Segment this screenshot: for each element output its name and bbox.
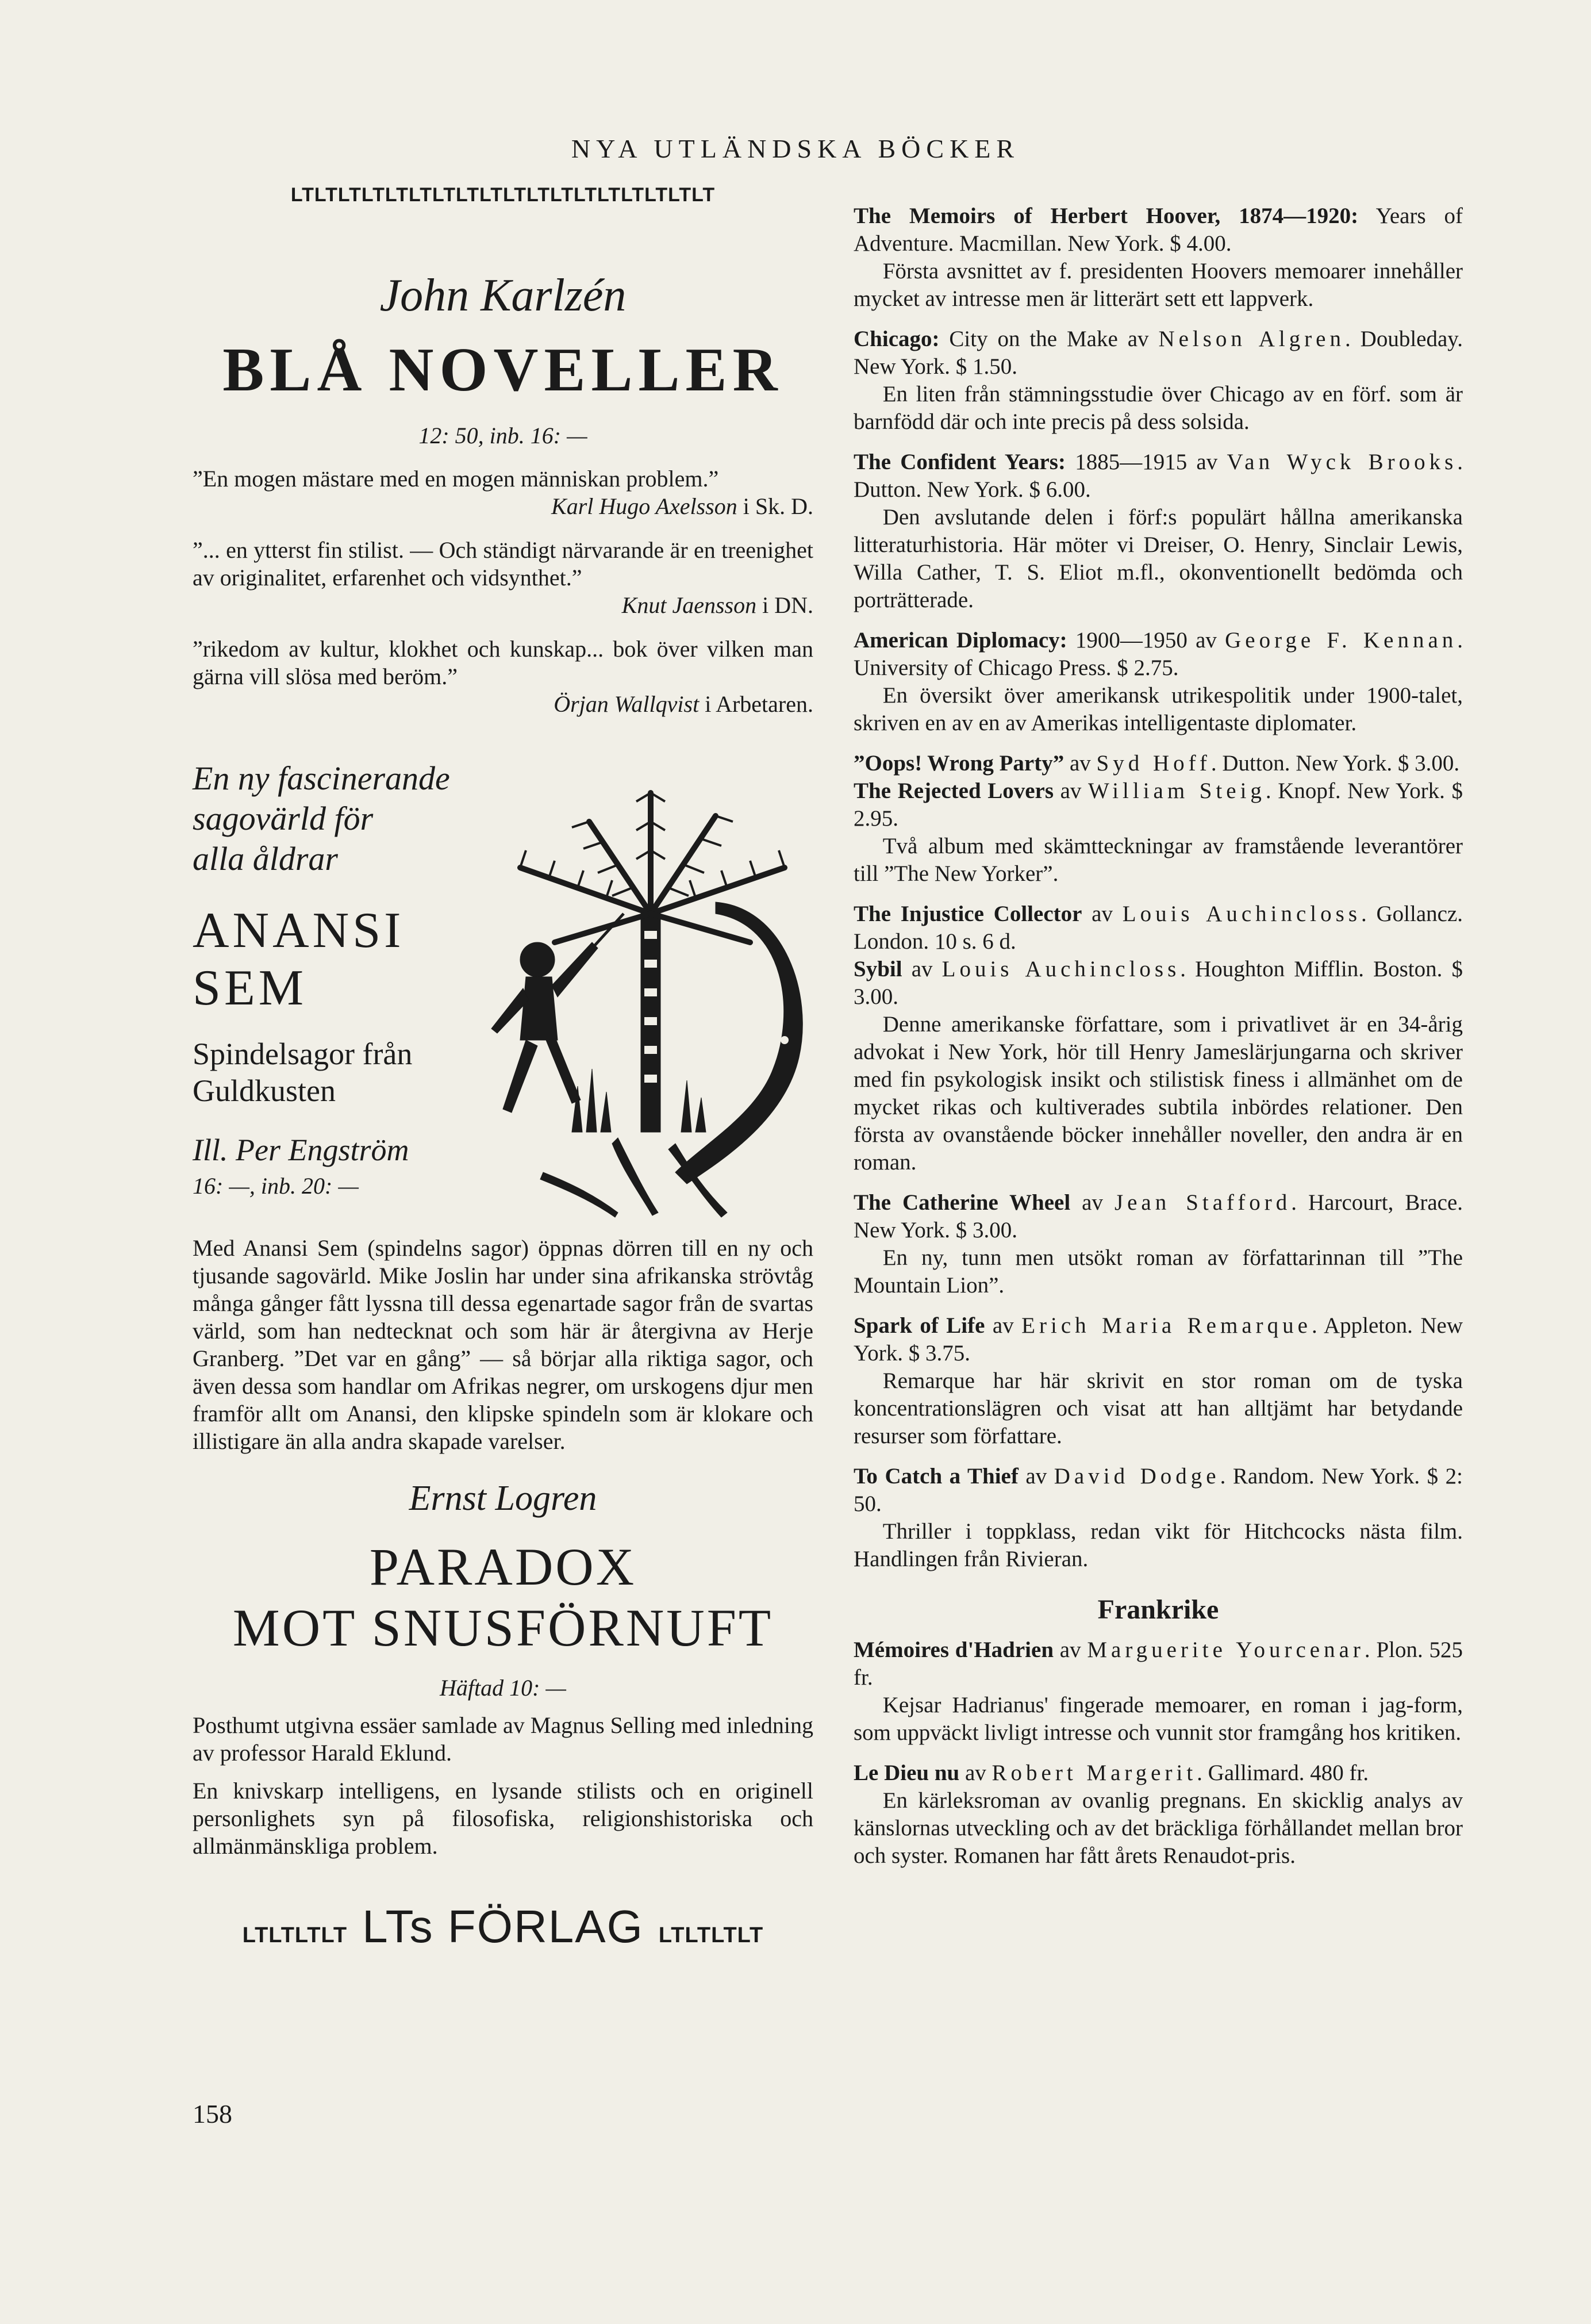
- book-details: 1900—1950 av: [1067, 628, 1225, 653]
- book-citation: [854, 956, 1463, 1011]
- book-details: av: [1054, 1637, 1087, 1662]
- book-details: Years of Adventure. Macmillan. New York. $ 4.00.: [854, 204, 1463, 256]
- quote-source: [193, 493, 813, 520]
- book-title: Le Dieu nu: [854, 1761, 960, 1785]
- ad-paradox: [193, 1478, 813, 1860]
- book-details: av: [902, 957, 942, 981]
- book-details: av: [1018, 1464, 1054, 1489]
- quote-source: [193, 592, 813, 619]
- lt-border-right: LTLTLTLT: [658, 1923, 764, 1947]
- book-entry: [854, 202, 1463, 313]
- book-description: Denne amerikanske författare, som i privatlivet är en 34-årig advokat i New York, hör till Henry Jameslärjungarna och skriver med fin psykologisk insikt och stilistisk finess i allmänhet om de mycket rikas och kultiverades subtila inbördes relationer. Den första av ovanstående böcker innehåller noveller, den andra är en roman.: [854, 1012, 1463, 1175]
- publisher-name: LTs FÖRLAG: [362, 1901, 644, 1952]
- tagline-line: alla åldrar: [193, 840, 338, 877]
- book-description: En kärleksroman av ovanlig pregnans. En skicklig analys av känslornas utveckling och av det bräckliga förhållandet mellan bror och syster. Romanen har fått årets Renaudot-pris.: [854, 1788, 1463, 1868]
- book-description: Första avsnittet av f. presidenten Hoovers memoarer innehåller mycket av intresse men är litterärt sett ett lappverk.: [854, 259, 1463, 311]
- book-publisher: . Gollancz. London. 10 s. 6 d.: [854, 902, 1463, 954]
- book-details: City on the Make av: [939, 327, 1159, 351]
- book-author: Van Wyck Brooks: [1227, 450, 1458, 474]
- book-title: ”Oops! Wrong Party”: [854, 751, 1064, 776]
- book-description: Thriller i toppklass, redan vikt för Hitchcocks nästa film. Handlingen från Rivieran.: [854, 1519, 1463, 1571]
- book-description: Den avslutande delen i förf:s populärt hållna amerikanska litteraturhistoria. Här möter vi Dreiser, O. Henry, Sinclair Lewis, Willa Cather, T. S. Eliot m.fl., okonventionellt bedömda och porträtterade.: [854, 505, 1463, 612]
- book-author: Louis Auchincloss: [1122, 902, 1361, 926]
- book-title: The Rejected Lovers: [854, 778, 1054, 803]
- review-quote: [193, 635, 813, 718]
- book-citation: [854, 777, 1463, 833]
- lt-border-line: LTLTLTLTLTLTLTLTLTLTLTLTLTLTLTLTLTLT: [290, 184, 716, 206]
- book-publisher: . Appleton. New York. $ 3.75.: [854, 1313, 1463, 1366]
- book-details: av: [1070, 1190, 1115, 1215]
- book-author: Jean Stafford: [1114, 1190, 1292, 1215]
- ad-anansi-sem: [193, 758, 813, 1224]
- book-title: The Confident Years:: [854, 450, 1066, 474]
- lt-border-left: LTLTLTLT: [242, 1923, 348, 1947]
- ad-author: John Karlzén: [379, 270, 627, 321]
- quote-source-name: Karl Hugo Axelsson: [551, 493, 737, 519]
- quote-source-name: Knut Jaensson: [621, 592, 757, 618]
- book-entry: [854, 1463, 1463, 1573]
- book-citation: [854, 448, 1463, 504]
- book-entry: [854, 1312, 1463, 1450]
- book-author: Louis Auchincloss: [941, 957, 1181, 981]
- book-entry: [854, 1636, 1463, 1747]
- advertisement-column: [193, 184, 813, 1953]
- book-description: Två album med skämtteckningar av framstående leverantörer till ”The New Yorker”.: [854, 834, 1463, 886]
- quote-source: [193, 691, 813, 718]
- review-quote: [193, 465, 813, 520]
- book-title: The Catherine Wheel: [854, 1190, 1071, 1215]
- ad-illustrator: Ill. Per Engström: [193, 1133, 409, 1167]
- ad-price: Häftad 10: —: [440, 1675, 566, 1701]
- book-description: En liten från stämningsstudie över Chicago av en förf. som är barnfödd där och inte precis på dess solsida.: [854, 382, 1463, 434]
- book-citation: [854, 1636, 1463, 1692]
- book-entries-usa: [854, 202, 1463, 1573]
- book-citation: [854, 1463, 1463, 1518]
- book-entry: [854, 325, 1463, 436]
- book-entry: [854, 1759, 1463, 1870]
- book-author: George F. Kennan: [1225, 628, 1458, 653]
- book-publisher: . Houghton Mifflin. Boston. $ 3.00.: [854, 957, 1463, 1009]
- book-citation: [854, 900, 1463, 956]
- book-list-column: [854, 190, 1463, 1870]
- book-title: Chicago:: [854, 327, 940, 351]
- book-entry: [854, 627, 1463, 737]
- running-header: NYA UTLÄNDSKA BÖCKER: [571, 134, 1020, 163]
- book-title: The Injustice Collector: [854, 902, 1082, 926]
- book-author: Syd Hoff: [1096, 751, 1211, 776]
- book-title: Mémoires d'Hadrien: [854, 1637, 1054, 1662]
- book-entry: [854, 956, 1463, 1176]
- book-author: Marguerite Yourcenar: [1087, 1637, 1365, 1662]
- ad-body-text: Posthumt utgivna essäer samlade av Magnus Selling med inledning av professor Harald Eklund.: [193, 1712, 813, 1766]
- book-publisher: . Harcourt, Brace. New York. $ 3.00.: [854, 1190, 1463, 1242]
- ad-price: 12: 50, inb. 16: —: [418, 423, 587, 448]
- book-title: Spark of Life: [854, 1313, 985, 1338]
- book-author: David Dodge: [1054, 1464, 1220, 1489]
- title-line: MOT SNUSFÖRNUFT: [232, 1598, 774, 1657]
- book-publisher: . Dutton. New York. $ 3.00.: [1210, 751, 1460, 776]
- book-publisher: . University of Chicago Press. $ 2.75.: [854, 628, 1463, 680]
- page-number: 158: [193, 2099, 232, 2129]
- quote-source-name: Örjan Wallqvist: [554, 691, 700, 717]
- book-description: Kejsar Hadrianus' fingerade memoarer, en roman i jag-form, som uppväckt livligt intresse och vunnit stor framgång hos kritiken.: [854, 1693, 1463, 1745]
- book-details: av: [1064, 751, 1097, 776]
- book-details: av: [959, 1761, 992, 1785]
- book-citation: [854, 1312, 1463, 1367]
- book-author: William Steig: [1087, 778, 1266, 803]
- ad-price: 16: —, inb. 20: —: [193, 1173, 359, 1199]
- book-title: To Catch a Thief: [854, 1464, 1019, 1489]
- book-publisher: . Random. New York. $ 2: 50.: [854, 1464, 1463, 1516]
- tagline-line: sagovärld för: [193, 800, 374, 837]
- book-publisher: . Dutton. New York. $ 6.00.: [854, 450, 1463, 502]
- quote-source-paper: i Sk. D.: [737, 493, 813, 519]
- quote-source-paper: i DN.: [756, 592, 813, 618]
- quote-text: ”En mogen mästare med en mogen människan problem.”: [193, 466, 719, 492]
- book-author: Nelson Algren: [1158, 327, 1345, 351]
- ad-author: Ernst Logren: [409, 1479, 597, 1518]
- book-details: av: [1082, 902, 1123, 926]
- book-entry: [854, 750, 1463, 777]
- book-details: av: [985, 1313, 1022, 1338]
- publisher-footer: [193, 1900, 813, 1953]
- book-publisher: . Doubleday. New York. $ 1.50.: [854, 327, 1463, 379]
- book-details: av: [1054, 778, 1088, 803]
- book-title: Sybil: [854, 957, 902, 981]
- book-citation: [854, 750, 1463, 777]
- book-entry: [854, 900, 1463, 956]
- book-citation: [854, 1759, 1463, 1787]
- african-woodcut-illustration: [486, 770, 808, 1218]
- book-entry: [854, 1189, 1463, 1299]
- ad-bla-noveller: [193, 270, 813, 718]
- book-author: Erich Maria Remarque: [1021, 1313, 1312, 1338]
- book-description: En översikt över amerikansk utrikespolitik under 1900-talet, skriven en av en av Amerikas intelligentaste diplomater.: [854, 683, 1463, 735]
- book-description: Remarque har här skrivit en stor roman om de tyska koncentrationslägren och visat att han alltjämt har betydande resurser som författare.: [854, 1368, 1463, 1448]
- ad-title: BLÅ NOVELLER: [222, 336, 783, 404]
- book-author: Robert Margerit: [992, 1761, 1197, 1785]
- book-publisher: . Knopf. New York. $ 2.95.: [854, 778, 1463, 831]
- subtitle-line: Spindelsagor från: [193, 1037, 413, 1071]
- title-line: SEM: [193, 960, 307, 1016]
- quote-text: ”... en ytterst fin stilist. — Och ständigt närvarande är en treenighet av originalitet, erfarenhet och vidsynthet.”: [193, 537, 813, 590]
- book-details: 1885—1915 av: [1065, 450, 1227, 474]
- ad-title: [193, 1536, 813, 1658]
- ad-body-text: Med Anansi Sem (spindelns sagor) öppnas dörren till en ny och tjusande sagovärld. Mike Joslin har under sina afrikanska strövtåg många gånger fått lyssna till dessa egenartade sagor från de svartas värld, som han nedtecknat och som här är återgivna av Herje Granberg. ”Det var en gång” — så börjar alla riktiga sagor, och även dessa som handlar om Afrikas negrer, om urskogens djur men framför allt om Anansi, den klipske spindeln som är klokare och illistigare än alla andra skapade varelser.: [193, 1235, 813, 1454]
- book-description: En ny, tunn men utsökt roman av författarinnan till ”The Mountain Lion”.: [854, 1245, 1463, 1298]
- quote-source-paper: i Arbetaren.: [699, 691, 813, 717]
- book-citation: [854, 325, 1463, 381]
- book-citation: [854, 202, 1463, 258]
- book-entry: [854, 777, 1463, 888]
- section-heading: Frankrike: [1097, 1594, 1219, 1625]
- quote-text: ”rikedom av kultur, klokhet och kunskap... bok över vilken man gärna vill slösa med beröm.”: [193, 636, 813, 689]
- book-citation: [854, 627, 1463, 682]
- book-publisher: . Gallimard. 480 fr.: [1197, 1761, 1369, 1785]
- subtitle-line: Guldkusten: [193, 1073, 336, 1108]
- title-line: PARADOX: [369, 1537, 637, 1596]
- book-title: American Diplomacy:: [854, 628, 1067, 653]
- review-quote: [193, 536, 813, 619]
- book-entries-france: [854, 1636, 1463, 1870]
- book-entry: [854, 448, 1463, 614]
- ad-body-text: En knivskarp intelligens, en lysande stilists och en originell personlighets syn på filosofiska, religionshistoriska och allmänmänskliga problem.: [193, 1778, 813, 1859]
- title-line: ANANSI: [193, 903, 405, 958]
- book-publisher: . Plon. 525 fr.: [854, 1637, 1463, 1690]
- book-citation: [854, 1189, 1463, 1244]
- book-title: The Memoirs of Herbert Hoover, 1874—1920:: [854, 204, 1359, 228]
- tagline-line: En ny fascinerande: [193, 760, 450, 797]
